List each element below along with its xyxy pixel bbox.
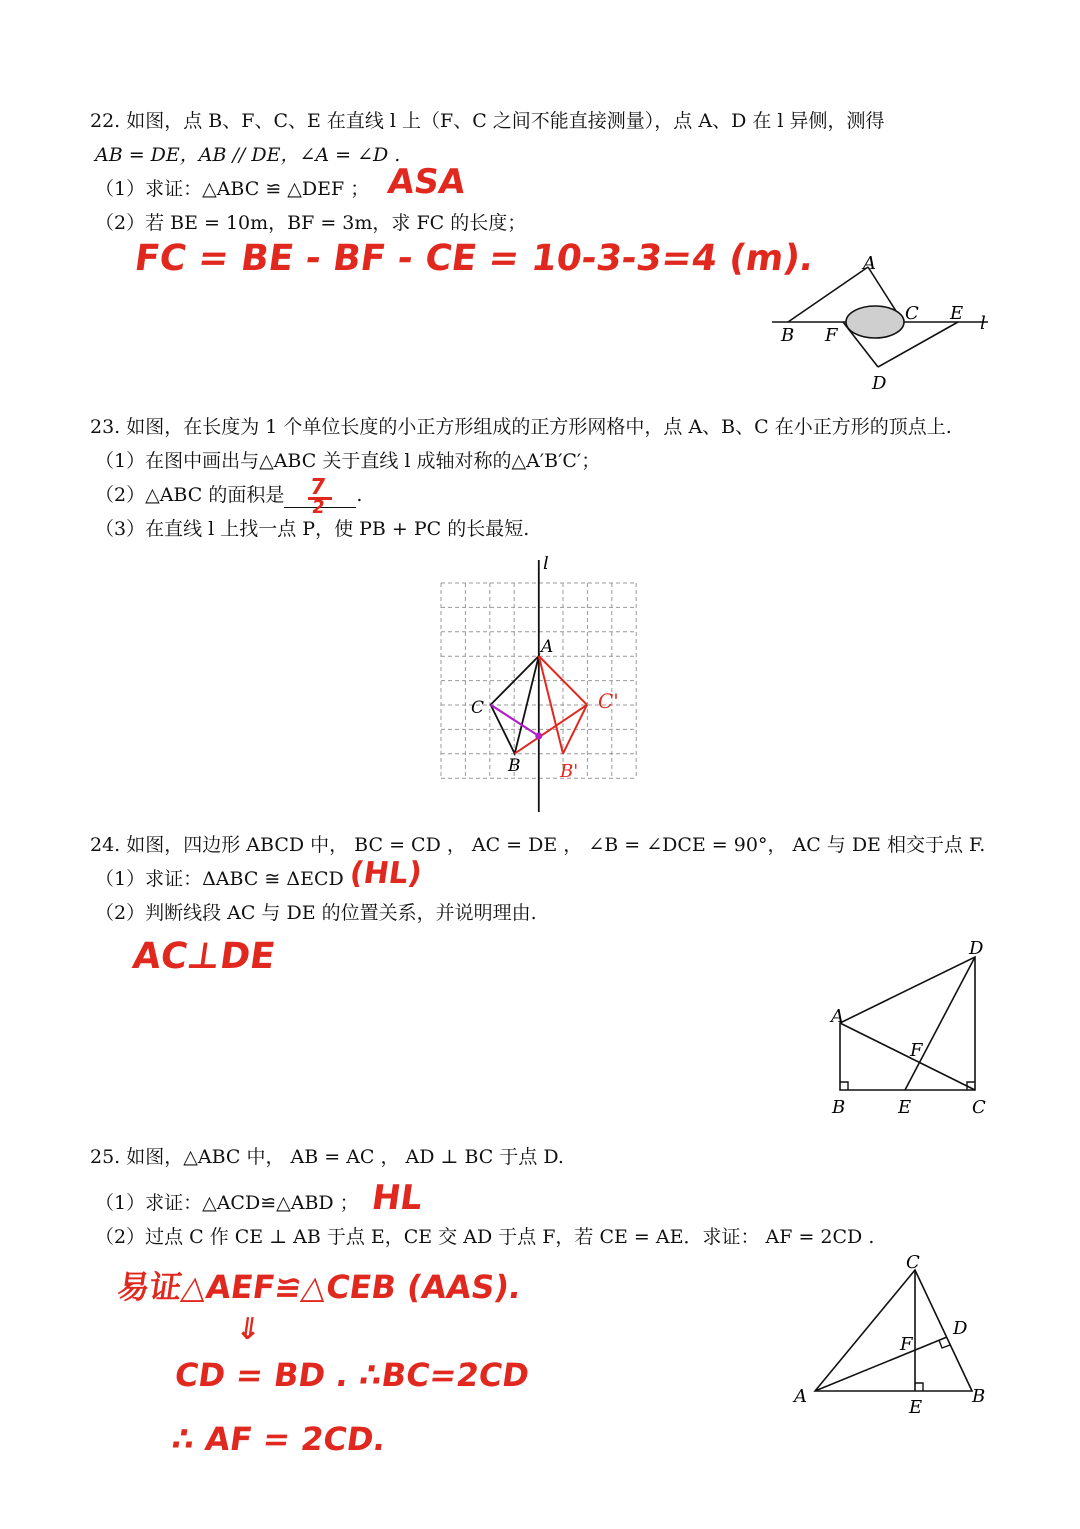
q22-label-e: E: [950, 303, 964, 324]
q24-label-b: B: [832, 1097, 846, 1118]
q24-segment-ac: [840, 1023, 975, 1090]
q25-answer2-arrow: ⇓: [233, 1312, 264, 1347]
q22-answer2-handwriting: FC = BE - BF - CE = 10-3-3=4 (m).: [132, 238, 817, 279]
q24-label-a: A: [831, 1006, 844, 1027]
q25-label-d: D: [953, 1318, 968, 1339]
q25-label-b: B: [972, 1386, 986, 1407]
q23-part3: （3）在直线 l 上找一点 P，使 PB + PC 的长最短.: [95, 518, 530, 540]
q25-answer2-line1: 易证△AEF≌△CEB (AAS).: [115, 1268, 524, 1306]
q22-stem-line1: 22. 如图，点 B、F、C、E 在直线 l 上（F、C 之间不能直接测量），点 A、D 在 l 异侧，测得: [90, 110, 885, 132]
q25-figure: [785, 1250, 995, 1420]
q23-part2-text: （2）△ABC 的面积是: [95, 484, 285, 506]
q24-part1: （1）求证：ΔABC ≅ ΔECD: [95, 868, 344, 890]
q23-answer-numerator: 7: [308, 475, 328, 500]
q22-answer1-handwriting: ASA: [385, 162, 468, 202]
q22-part2: （2）若 BE = 10m，BF = 3m，求 FC 的长度；: [95, 212, 527, 234]
q23-label-b: B: [508, 756, 521, 776]
q23-label-c: C: [471, 698, 485, 718]
q25-label-a: A: [794, 1386, 807, 1407]
q22-label-a: A: [863, 253, 876, 274]
q22-part1: （1）求证：△ABC ≌ △DEF ；: [95, 178, 370, 200]
q22-label-d: D: [872, 373, 887, 394]
q23-label-a: A: [541, 637, 554, 657]
q25-stem: 25. 如图，△ABC 中， AB = AC ， AD ⊥ BC 于点 D.: [90, 1146, 564, 1168]
q22-label-l: l: [980, 313, 986, 334]
q25-answer1-handwriting: HL: [369, 1178, 425, 1218]
q23-grid-figure: [430, 556, 650, 816]
q25-answer2-line2: CD = BD . ∴BC=2CD: [172, 1356, 532, 1394]
q22-label-f: F: [825, 325, 838, 346]
q24-label-f: F: [910, 1040, 923, 1061]
q23-label-c-prime: C': [598, 689, 619, 713]
q25-answer2-line3: ∴ AF = 2CD.: [169, 1420, 389, 1458]
q22-stem-line2: AB = DE，AB // DE，∠A = ∠D .: [95, 144, 401, 166]
q25-segment-ad: [815, 1337, 947, 1391]
q24-label-c: C: [972, 1097, 986, 1118]
q25-label-e: E: [909, 1397, 923, 1418]
q23-answer-denominator: 2: [310, 497, 327, 518]
q23-stem: 23. 如图，在长度为 1 个单位长度的小正方形组成的正方形网格中，点 A、B、C 在小正方形的顶点上.: [90, 416, 952, 438]
q23-point-p: [535, 733, 542, 740]
q24-label-d: D: [969, 938, 984, 959]
q22-label-c: C: [905, 303, 919, 324]
q24-answer2-handwriting: AC⊥DE: [130, 936, 278, 977]
q25-right-angle-e: [915, 1383, 923, 1391]
q25-part1: （1）求证：△ACD≌△ABD ；: [95, 1192, 359, 1214]
q23-label-l: l: [543, 556, 549, 574]
q25-label-c: C: [906, 1252, 920, 1273]
q24-part2: （2）判断线段 AC 与 DE 的位置关系，并说明理由.: [95, 902, 537, 924]
q22-figure: [760, 245, 1000, 400]
q22-label-b: B: [781, 325, 795, 346]
q23-label-b-prime: B': [560, 761, 579, 782]
q24-quadrilateral-abcd: [840, 957, 975, 1090]
q24-stem: 24. 如图，四边形 ABCD 中， BC = CD ， AC = DE ， ∠B = ∠DCE = 90°， AC 与 DE 相交于点 F.: [90, 834, 986, 856]
q24-figure: [820, 935, 1000, 1120]
q23-answer-blank: [284, 475, 356, 518]
q23-part1: （1）在图中画出与△ABC 关于直线 l 成轴对称的△A′B′C′；: [95, 450, 601, 472]
q22-obstacle-ellipse: [846, 306, 904, 338]
q25-label-f: F: [900, 1334, 913, 1355]
q23-part2-end: .: [356, 484, 363, 506]
q23-part2: [95, 475, 363, 518]
q24-label-e: E: [898, 1097, 912, 1118]
q25-part2: （2）过点 C 作 CE ⊥ AB 于点 E，CE 交 AD 于点 F，若 CE = AE．求证： AF = 2CD .: [95, 1226, 875, 1248]
q24-answer1-handwriting: (HL): [347, 856, 425, 891]
q24-right-angle-b: [840, 1082, 848, 1090]
q25-triangle-abc: [815, 1270, 972, 1391]
q24-segment-de: [905, 957, 975, 1090]
